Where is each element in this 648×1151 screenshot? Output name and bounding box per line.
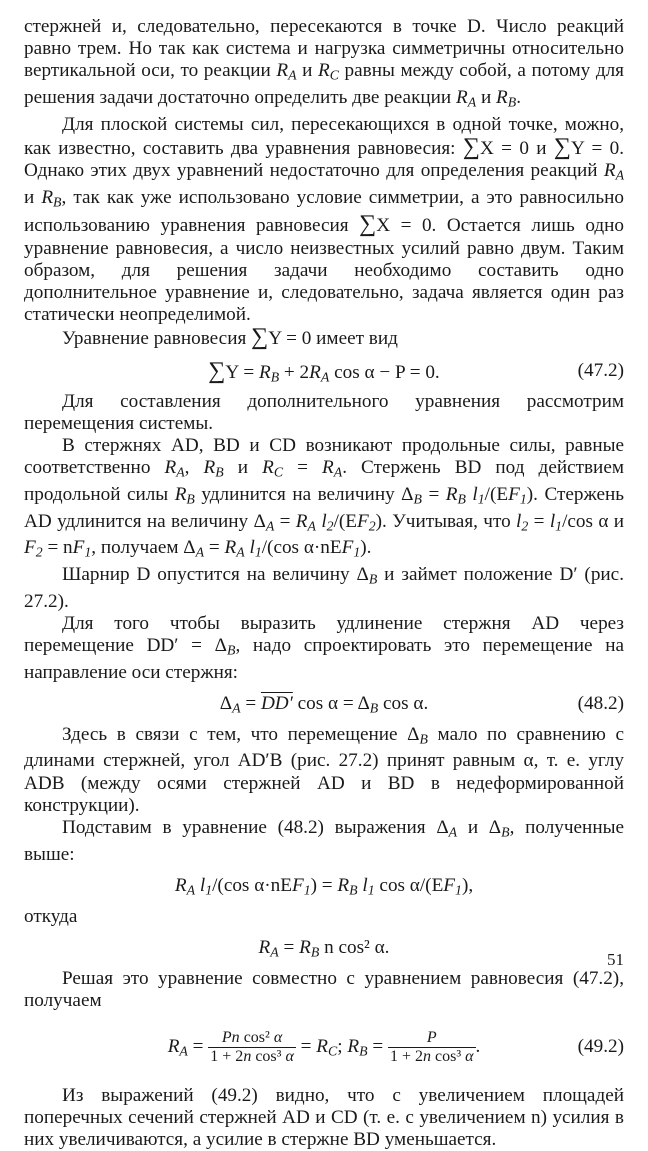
paragraph-6: Шарнир D опустится на величину $\Delta_B$ и займет положение D′ (рис. 27.2). xyxy=(24,563,624,612)
paragraph-3: Уравнение равновесия ∑Y = 0 имеет вид xyxy=(62,324,398,351)
equation-48-2-number: (48.2) xyxy=(577,692,624,714)
equation-49-2-number: (49.2) xyxy=(577,1035,624,1057)
paragraph-4: Для составления дополнительного уравнения рассмотрим перемещения системы. xyxy=(24,390,624,434)
equation-ra xyxy=(24,934,624,962)
paragraph-10: откуда xyxy=(24,905,78,927)
paragraph-5: В стержнях AD, BD и CD возникают продольные силы, равные соответственно $R_A$, $R_B$ и $R_C = R_A$. Стержень BD под действием продольной силы $R_B$ удлинится на величину $\Delta_B = R_B$ $l_1/(EF_1)$. Стержень AD удлинится на величину $\Delta_A = R_A$ $l_2/(EF_2)$. Учитывая, что $l_2 = l_1/\cos$ α и $F_2 = nF_1$, получаем $\Delta_A = R_A$ $l_1/(\cos$ α·nEF$_1$). xyxy=(24,435,625,560)
paragraph-9: Подставим в уравнение (48.2) выражения $\Delta_A$ и $\Delta_B$, полученные выше: xyxy=(24,817,624,865)
paragraph-12: Из выражений (49.2) видно, что с увеличением площадей поперечных сечений стержней AD и CD (т. е. с увеличением n) усилия в них увеличиваются, а усилие в стержне BD уменьшается. xyxy=(24,1084,624,1150)
equation-48-2-expression: $\Delta_A = DD'$ $\cos \alpha = \Delta_B$ cos α. xyxy=(219,692,429,716)
equation-49-2 xyxy=(24,1023,624,1071)
equation-47-2-number: (47.2) xyxy=(577,359,624,381)
equation-47-2 xyxy=(24,357,624,385)
paragraph-11: Решая это уравнение совместно с уравнением равновесия (47.2), получаем xyxy=(24,968,624,1012)
equation-47-2-expression: $\sum Y = R_B + 2R_A$ cos α − P = 0. xyxy=(208,357,440,385)
equation-48-2 xyxy=(24,690,624,718)
paragraph-2: Для плоской системы сил, пересекающихся в одной точке, можно, как известно, составить два уравнения равновесия: ∑X = 0 и ∑Y = 0. Однако этих двух уравнений недостаточно для определения реакций $R_A$ и $R_B$, так как уже использовано условие симметрии, а это равносильно использованию уравнения равновесия ∑X = 0. Остается лишь одно уравнение равновесия, а число неизвестных усилий равно двум. Таким образом, для решения задачи необходимо составить одно дополнительное уравнение и, следовательно, задача является один раз статически неопределимой. xyxy=(24,113,624,326)
page-body xyxy=(24,16,624,1151)
paragraph-1: стержней и, следовательно, пересекаются в точке D. Число реакций равно трем. Но так как система и нагрузка симметричны относительно вертикальной оси, то реакции $R_A$ и $R_C$ равны между собой, а потому для решения задачи достаточно определить две реакции $R_A$ и $R_B$. xyxy=(24,16,624,110)
page-number: 51 xyxy=(607,950,624,969)
equation-ra-expression: $R_A = R_B$ n cos² α. xyxy=(258,937,390,960)
paragraph-8: Здесь в связи с тем, что перемещение $\Delta_B$ мало по сравнению с длинами стержней, угол AD′B (рис. 27.2) принят равным α, т. е. углу ADB (между осями стержней AD и BD в недеформированной конструкции). xyxy=(24,723,624,816)
equation-substitution xyxy=(24,872,624,900)
equation-49-2-expression: $R_A$ = $\frac{\text{Pn cos² α}}{\text{1 + 2n cos³ α}}$ = $R_C$; $R_B$ = $\frac{P}{\text{1 + 2n cos³ α}}$ . xyxy=(167,1028,481,1065)
equation-substitution-expression: $R_A$ $l_1/(\cos$ $\alpha\cdot nEF_1) = R_B$ $l_1$ $\cos \alpha/(EF_1)$, xyxy=(174,874,474,898)
paragraph-7: Для того чтобы выразить удлинение стержня AD через перемещение $DD' = \Delta_B$, надо спроектировать это перемещение на направление оси стержня: xyxy=(24,612,624,683)
